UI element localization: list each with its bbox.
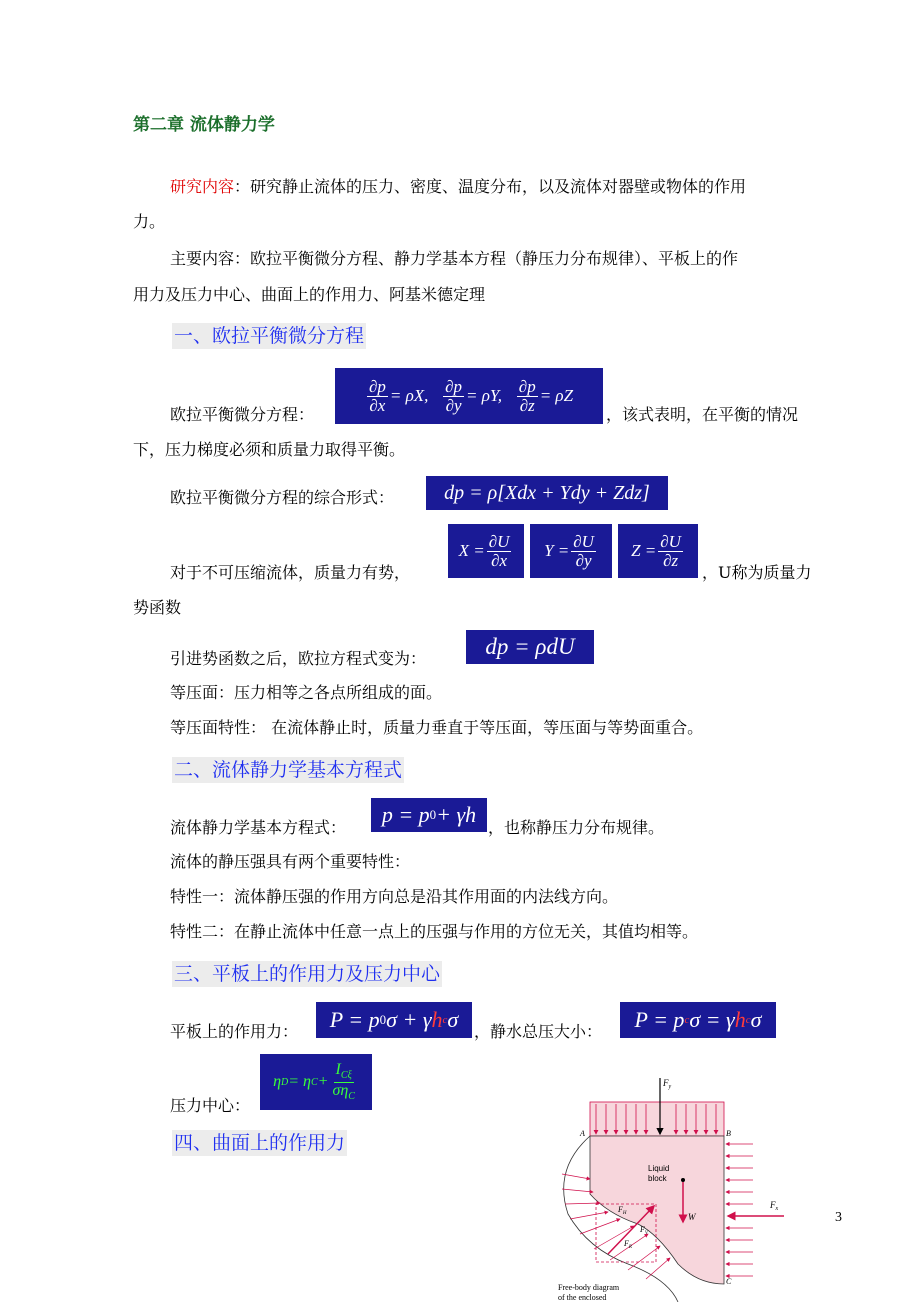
- label-a: A: [580, 1129, 585, 1138]
- potential-line-2: 势函数: [133, 598, 182, 617]
- fv-label: $F_V$: [640, 1225, 648, 1236]
- label-b: B: [726, 1129, 731, 1138]
- potential-prefix: 对于不可压缩流体，质量力有势，: [170, 563, 411, 582]
- euler-r3: = ρZ: [539, 386, 574, 405]
- potential-x-den: ∂x: [491, 550, 508, 570]
- total-pressure-formula: [620, 1002, 776, 1038]
- potential-z-lhs: Z =: [631, 541, 657, 560]
- potential-y-lhs: Y =: [544, 541, 570, 560]
- right-side-arrows: [726, 1144, 753, 1276]
- after-potential: 引进势函数之后，欧拉方程式变为：: [170, 649, 427, 668]
- plate-force-sub: 0: [379, 1012, 387, 1027]
- center-den-sub: C: [348, 1090, 355, 1102]
- liquid-block: [590, 1136, 724, 1284]
- total-sub: c: [684, 1014, 690, 1026]
- total-hsub: c: [745, 1014, 751, 1026]
- basic-sub: 0: [429, 807, 437, 822]
- euler-t3-num: ∂p: [518, 376, 536, 396]
- fx-label: $F_x$: [770, 1200, 779, 1212]
- isobaric-definition: 等压面：压力相等之各点所组成的面。: [170, 683, 443, 702]
- total-lhs: P = p: [634, 1007, 685, 1032]
- block-label: block: [648, 1174, 667, 1183]
- total-end: σ: [750, 1007, 762, 1032]
- total-h: h: [734, 1007, 746, 1032]
- liquid-label: Liquid: [648, 1164, 670, 1173]
- euler-t2-num: ∂p: [445, 376, 463, 396]
- potential-z-formula: [618, 524, 698, 578]
- basic-lhs: p = p: [381, 802, 430, 827]
- static-pressure-props-intro: 流体的静压强具有两个重要特性：: [170, 852, 411, 871]
- euler-r1: = ρX,: [389, 386, 429, 405]
- basic-eq-prefix: 流体静力学基本方程式：: [170, 818, 347, 837]
- isobaric-property: 等压面特性： 在流体静止时，质量力垂直于等压面，等压面与等势面重合。: [170, 718, 704, 737]
- intro-label: 研究内容: [170, 177, 235, 196]
- intro-line-2: 力。: [133, 212, 166, 231]
- chapter-title: 第二章 流体静力学: [133, 115, 275, 135]
- total-mid: σ = γ: [689, 1007, 735, 1032]
- section-heading-4: 四、曲面上的作用力: [174, 1132, 346, 1154]
- intro-text: ：研究静止流体的压力、密度、温度分布，以及流体对器壁或物体的作用: [234, 177, 747, 196]
- basic-eq-suffix: ，也称静压力分布规律。: [488, 818, 665, 837]
- euler-prefix: 欧拉平衡微分方程：: [170, 405, 315, 424]
- center-lhs-sub: D: [281, 1076, 289, 1088]
- section-heading-3: 三、平板上的作用力及压力中心: [174, 963, 441, 985]
- center-of-gravity: [681, 1178, 685, 1182]
- plate-force-mid: σ + γ: [386, 1007, 432, 1032]
- caption-line-2: of the enclosed: [558, 1293, 607, 1302]
- free-body-diagram: [548, 1074, 790, 1302]
- euler-t1-den: ∂x: [369, 395, 386, 415]
- center-plus: +: [317, 1073, 329, 1090]
- euler-suffix: ，该式表明，在平衡的情况: [606, 405, 799, 424]
- label-c: C: [726, 1277, 732, 1286]
- page-number: 3: [835, 1210, 842, 1225]
- potential-x-lhs: X =: [458, 541, 485, 560]
- basic-rhs: + γh: [436, 802, 477, 827]
- top-load-region: [590, 1102, 724, 1136]
- euler-t3-den: ∂z: [519, 395, 535, 415]
- potential-x-num: ∂U: [488, 531, 510, 551]
- property-1: 特性一：流体静压强的作用方向总是沿其作用面的内法线方向。: [170, 887, 619, 906]
- euler-t1-num: ∂p: [368, 376, 386, 396]
- plate-force-lhs: P = p: [329, 1007, 380, 1032]
- pressure-center-formula: [260, 1054, 372, 1110]
- fy-label: $F_y$: [663, 1078, 672, 1090]
- combined-formula: dp = ρ[Xdx + Ydy + Zdz]: [426, 476, 668, 510]
- potential-y-formula: [530, 524, 612, 578]
- euler-r2: = ρY,: [466, 386, 503, 405]
- intro-line-1: [170, 177, 746, 197]
- center-den: ση: [332, 1081, 349, 1099]
- center-lhs: η: [273, 1073, 281, 1090]
- weight-label: W: [688, 1212, 696, 1222]
- plate-force-h: h: [431, 1007, 443, 1032]
- caption-line-1: Free-body diagram: [558, 1283, 620, 1292]
- section-heading-1: 一、欧拉平衡微分方程: [174, 325, 365, 347]
- euler-equation-formula: [335, 368, 603, 424]
- main-content-line-2: 用力及压力中心、曲面上的作用力、阿基米德定理: [133, 285, 486, 304]
- plate-force-end: σ: [447, 1007, 459, 1032]
- pressure-center-prefix: 压力中心：: [170, 1096, 251, 1115]
- euler-t2-den: ∂y: [445, 395, 462, 415]
- potential-suffix: ，U称为质量力: [702, 563, 812, 582]
- center-num: I: [335, 1060, 341, 1078]
- total-pressure-prefix: ，静水总压大小：: [474, 1022, 603, 1041]
- plate-force-formula: [316, 1002, 472, 1038]
- fr-label: $F_R$: [624, 1239, 632, 1250]
- potential-z-num: ∂U: [660, 531, 681, 551]
- main-content-line-1: 主要内容：欧拉平衡微分方程、静力学基本方程（静压力分布规律）、平板上的作: [170, 249, 739, 268]
- center-eq: = η: [288, 1073, 311, 1090]
- plate-force-prefix: 平板上的作用力：: [170, 1022, 299, 1041]
- potential-x-formula: [448, 524, 524, 578]
- potential-y-num: ∂U: [573, 531, 594, 551]
- potential-z-den: ∂z: [663, 550, 679, 570]
- euler-line-2: 下，压力梯度必须和质量力取得平衡。: [133, 440, 406, 459]
- center-c-sub: C: [310, 1076, 318, 1088]
- combined-prefix: 欧拉平衡微分方程的综合形式：: [170, 488, 395, 507]
- property-2: 特性二：在静止流体中任意一点上的压强与作用的方位无关，其值均相等。: [170, 922, 699, 941]
- fh-label: $F_H$: [618, 1205, 627, 1216]
- basic-equation-formula: [371, 798, 487, 832]
- potential-y-den: ∂y: [575, 550, 592, 570]
- dp-rho-du-formula: dp = ρdU: [466, 630, 594, 664]
- center-num-sub: Cξ: [340, 1070, 352, 1081]
- plate-force-hsub: c: [442, 1014, 448, 1026]
- section-heading-2: 二、流体静力学基本方程式: [174, 759, 403, 781]
